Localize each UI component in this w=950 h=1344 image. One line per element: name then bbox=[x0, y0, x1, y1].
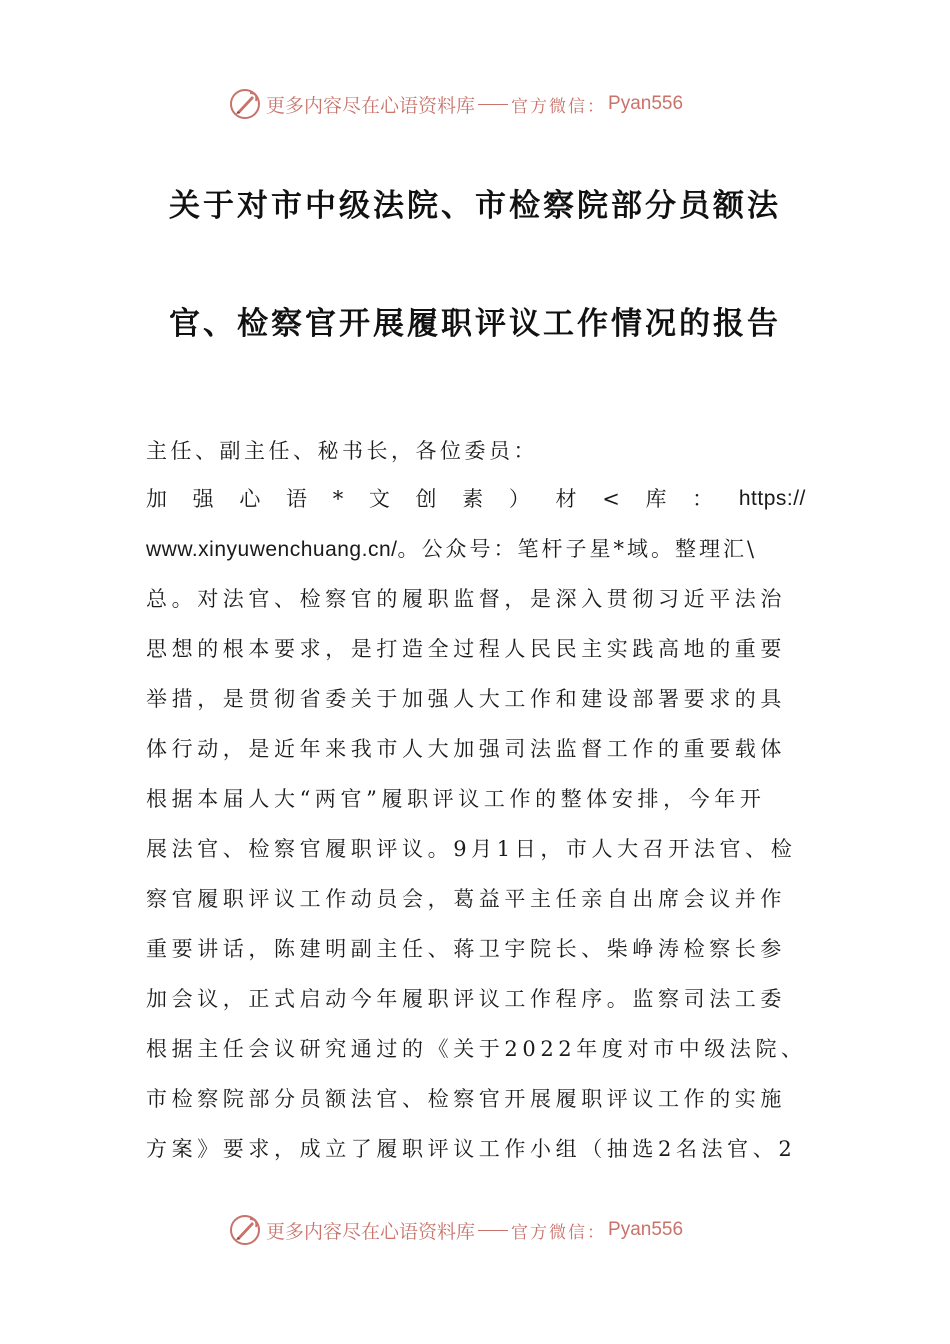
body-line: 市检察院部分员额法官、检察官开展履职评议工作的实施 bbox=[146, 1087, 786, 1111]
spaced-char: ： bbox=[692, 487, 714, 511]
body-line: 展法官、检察官履职评议。9月1日，市人大召开法官、检 bbox=[146, 837, 797, 861]
body-line-url bbox=[146, 524, 806, 574]
banner-dash bbox=[478, 104, 508, 105]
spaced-char: 强 bbox=[192, 487, 214, 511]
footer-banner bbox=[228, 1210, 748, 1250]
banner-label: 官方微信： bbox=[511, 1222, 607, 1243]
body-line-spaced bbox=[146, 474, 806, 524]
body-line: 重要讲话，陈建明副主任、蒋卫宇院长、柴峥涛检察长参 bbox=[146, 937, 786, 961]
body-line: 体行动，是近年来我市人大加强司法监督工作的重要载体 bbox=[146, 737, 786, 761]
quill-pen-icon bbox=[228, 87, 262, 121]
spaced-char: 加 bbox=[146, 487, 167, 511]
body-line: 察官履职评议工作动员会，葛益平主任亲自出席会议并作 bbox=[146, 887, 786, 911]
body-line: 举措，是贯彻省委关于加强人大工作和建设部署要求的具 bbox=[146, 687, 786, 711]
body-line: 根据本届人大“两官”履职评议工作的整体安排，今年开 bbox=[146, 787, 766, 811]
salutation: 主任、副主任、秘书长，各位委员： bbox=[146, 439, 538, 463]
spaced-char: * bbox=[332, 487, 344, 511]
spaced-char: 库 bbox=[645, 487, 667, 511]
spaced-char: 材 bbox=[555, 487, 577, 511]
banner-wechat-id: Pyan556 bbox=[608, 1219, 684, 1240]
spaced-char: 心 bbox=[239, 487, 261, 511]
banner-wechat-id: Pyan556 bbox=[608, 93, 684, 114]
spaced-char: < bbox=[602, 487, 620, 511]
header-banner bbox=[228, 84, 748, 124]
website-url: www.xinyuwenchuang.cn/ bbox=[146, 538, 398, 561]
body-line-url-rest: 。公众号：笔杆子星*域。整理汇\ bbox=[397, 537, 758, 561]
body-line: 加会议，正式启动今年履职评议工作程序。监察司法工委 bbox=[146, 987, 786, 1011]
spaced-char: 创 bbox=[415, 487, 437, 511]
body-line: 思想的根本要求，是打造全过程人民民主实践高地的重要 bbox=[146, 637, 786, 661]
banner-slogan: 更多内容尽在心语资料库 bbox=[266, 94, 476, 117]
spaced-char: ） bbox=[508, 487, 530, 511]
body-paragraph bbox=[146, 474, 806, 1174]
banner-dash bbox=[478, 1230, 508, 1231]
spaced-char: 文 bbox=[368, 487, 390, 511]
title-line-1: 关于对市中级法院、市检察院部分员额法 bbox=[169, 188, 781, 224]
title-line-2: 官、检察官开展履职评议工作情况的报告 bbox=[169, 306, 781, 342]
body-line: 总。对法官、检察官的履职监督，是深入贯彻习近平法治 bbox=[146, 587, 786, 611]
banner-slogan: 更多内容尽在心语资料库 bbox=[266, 1220, 476, 1243]
banner-label: 官方微信： bbox=[511, 96, 607, 117]
spaced-char: 语 bbox=[286, 487, 308, 511]
quill-pen-icon bbox=[228, 1213, 262, 1247]
body-line: 根据主任会议研究通过的《关于2022年度对市中级法院、 bbox=[146, 1037, 807, 1061]
body-line: 方案》要求，成立了履职评议工作小组（抽选2名法官、2 bbox=[146, 1137, 797, 1161]
spaced-char: https:// bbox=[738, 487, 806, 510]
spaced-char: 素 bbox=[462, 487, 484, 511]
